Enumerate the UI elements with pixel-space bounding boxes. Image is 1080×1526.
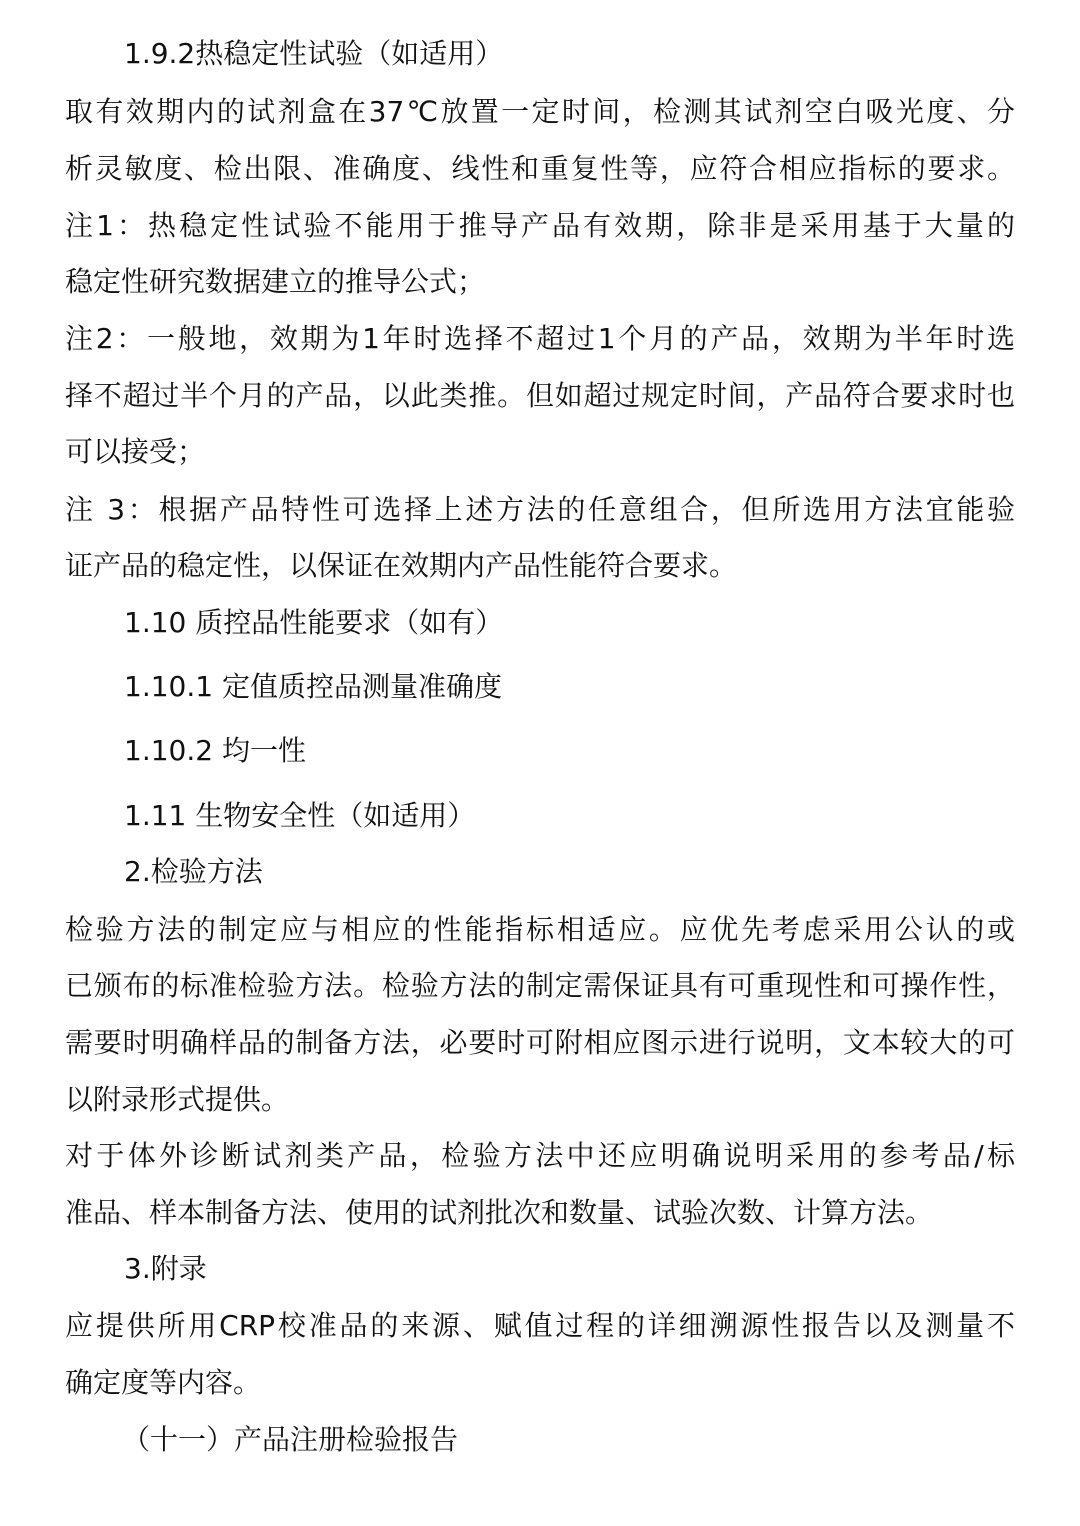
paragraph-line: 检验方法的制定应与相应的性能指标相适应。应优先考虑采用公认的或: [65, 913, 1015, 946]
subsection-heading: 1.11 生物安全性（如适用）: [124, 799, 476, 832]
paragraph-line: 取有效期内的试剂盒在37℃放置一定时间，检测其试剂空白吸光度、分: [65, 95, 1015, 128]
note-line: 注1：热稳定性试验不能用于推导产品有效期，除非是采用基于大量的: [65, 209, 1015, 242]
note-line: 证产品的稳定性，以保证在效期内产品性能符合要求。: [65, 549, 738, 582]
paragraph-line: 准品、样本制备方法、使用的试剂批次和数量、试验次数、计算方法。: [65, 1196, 934, 1229]
chapter-heading: （十一）产品注册检验报告: [122, 1423, 459, 1456]
note-line: 稳定性研究数据建立的推导公式；: [65, 265, 486, 298]
paragraph-line: 确定度等内容。: [65, 1366, 262, 1399]
paragraph-line: 已颁布的标准检验方法。检验方法的制定需保证具有可重现性和可操作性，: [65, 969, 1015, 1002]
note-line: 可以接受；: [65, 435, 206, 468]
paragraph-line: 对于体外诊断试剂类产品，检验方法中还应明确说明采用的参考品/标: [65, 1139, 1015, 1172]
subsection-heading: 1.9.2热稳定性试验（如适用）: [124, 37, 504, 70]
note-line: 择不超过半个月的产品，以此类推。但如超过规定时间，产品符合要求时也: [65, 379, 1015, 412]
paragraph-line: 应提供所用CRP校准品的来源、赋值过程的详细溯源性报告以及测量不: [65, 1309, 1015, 1342]
section-heading: 3.附录: [124, 1252, 207, 1285]
subsection-heading: 1.10.2 均一性: [124, 734, 306, 767]
subsection-heading: 1.10 质控品性能要求（如有）: [124, 606, 504, 639]
note-line: 注 3：根据产品特性可选择上述方法的任意组合，但所选用方法宜能验: [65, 493, 1015, 526]
section-heading: 2.检验方法: [124, 855, 263, 888]
subsection-heading: 1.10.1 定值质控品测量准确度: [124, 670, 502, 703]
note-line: 注2：一般地，效期为1年时选择不超过1个月的产品，效期为半年时选: [65, 322, 1015, 355]
paragraph-line: 析灵敏度、检出限、准确度、线性和重复性等，应符合相应指标的要求。: [65, 152, 1015, 185]
paragraph-line: 以附录形式提供。: [65, 1083, 290, 1116]
paragraph-line: 需要时明确样品的制备方法，必要时可附相应图示进行说明，文本较大的可: [65, 1026, 1015, 1059]
